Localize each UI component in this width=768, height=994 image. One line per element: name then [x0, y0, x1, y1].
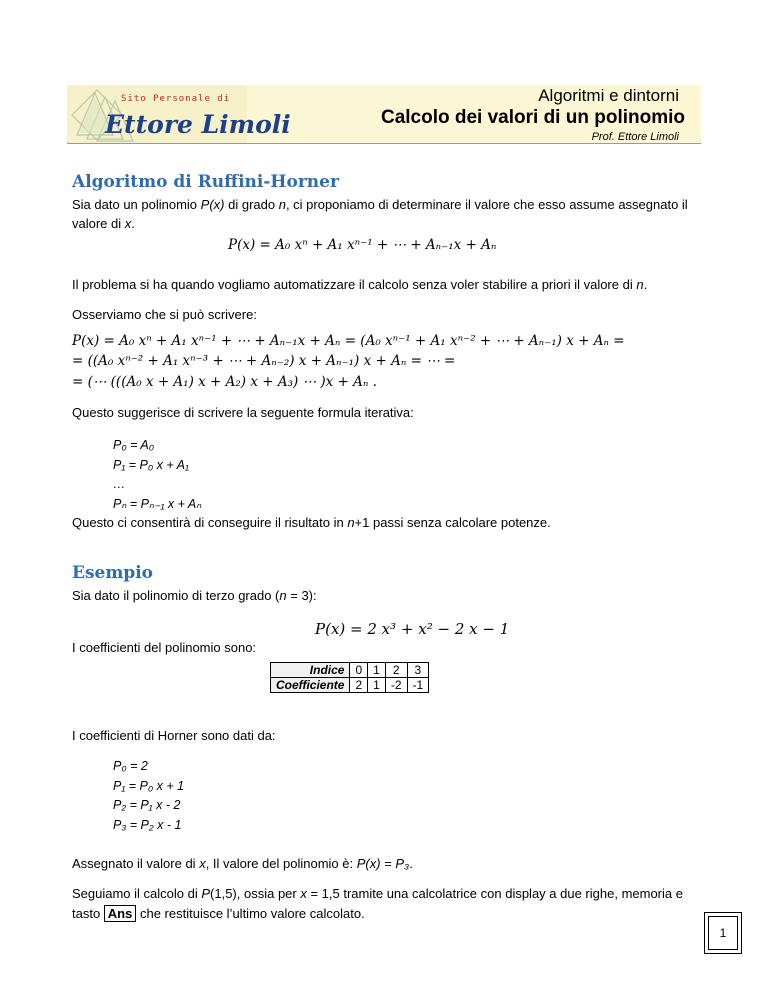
horner-list: [113, 757, 184, 835]
page-number: 1: [704, 912, 742, 954]
equation-line-2: = ((A₀ xⁿ⁻² + A₁ xⁿ⁻³ + ⋯ + Aₙ₋₂) x + Aₙ₋₁) x + Aₙ = ⋯ =: [72, 353, 456, 369]
site-logo: [67, 85, 291, 143]
problem-text: Il problema si ha quando vogliamo automatizzare il calcolo senza voler stabilire a priori il valore di n.: [72, 277, 648, 292]
header-subtitle: Algoritmi e dintorni: [538, 86, 679, 105]
coefficient-table: [270, 662, 429, 693]
table-row: Coefficiente 2 1 -2 -1: [271, 678, 429, 693]
document-header: [67, 85, 701, 144]
suggest-text: Questo suggerisce di scrivere la seguente formula iterativa:: [72, 405, 414, 420]
header-title: Calcolo dei valori di un polinomio: [380, 107, 685, 128]
list-item: P₁ = P₀ x + 1: [113, 778, 185, 793]
list-item: Pₙ = Pₙ₋₁ x + Aₙ: [113, 496, 202, 511]
list-item: P₂ = P₁ x - 2: [113, 798, 181, 812]
section1-intro: Sia dato un polinomio P(x) di grado n, ci proponiamo di determinare il valore che esso assume assegnato il valore di x.: [72, 197, 688, 231]
iterative-formula: [113, 436, 201, 514]
equation-line-1: P(x) = A₀ xⁿ + A₁ xⁿ⁻¹ + ⋯ + Aₙ₋₁x + Aₙ = (A₀ xⁿ⁻¹ + A₁ xⁿ⁻² + ⋯ + Aₙ₋₁) x + Aₙ =: [72, 333, 625, 349]
section1-heading: Algoritmo di Ruffini-Horner: [72, 172, 339, 192]
assign-text: Assegnato il valore di x, Il valore del polinomio è: P(x) = P₃.: [72, 856, 413, 871]
coef-intro: I coefficienti del polinomio sono:: [72, 640, 257, 655]
observe-text: Osserviamo che si può scrivere:: [72, 307, 257, 322]
example-intro: Sia dato il polinomio di terzo grado (n = 3):: [72, 588, 317, 603]
table-row: Indice 0 1 2 3: [271, 663, 429, 678]
horner-intro: I coefficienti di Horner sono dati da:: [72, 728, 276, 743]
formula-general: P(x) = A₀ xⁿ + A₁ xⁿ⁻¹ + ⋯ + Aₙ₋₁x + Aₙ: [228, 237, 497, 253]
logo-line1: Sito Personale di: [121, 94, 231, 104]
list-item: P₀ = 2: [113, 759, 148, 773]
example-formula: P(x) = 2 x³ + x² − 2 x − 1: [315, 620, 510, 638]
list-item: …: [113, 477, 126, 491]
follow-text: Seguiamo il calcolo di P(1,5), ossia per x = 1,5 tramite una calcolatrice con display a due righe, memoria e tasto Ans che restituisce l’ultimo valore calcolato.: [72, 886, 683, 921]
section2-heading: Esempio: [72, 563, 154, 583]
equation-line-3: = (⋯ (((A₀ x + A₁) x + A₂) x + A₃) ⋯ )x + Aₙ .: [72, 374, 377, 390]
list-item: P₁ = P₀ x + A₁: [113, 457, 189, 472]
logo-line2: Ettore Limoli: [105, 110, 291, 139]
conclusion-text: Questo ci consentirà di conseguire il risultato in n+1 passi senza calcolare potenze.: [72, 515, 551, 530]
header-author: Prof. Ettore Limoli: [591, 131, 679, 143]
list-item: P₀ = A₀: [113, 438, 154, 452]
ans-key: Ans: [104, 905, 137, 922]
list-item: P₃ = P₂ x - 1: [113, 817, 182, 832]
